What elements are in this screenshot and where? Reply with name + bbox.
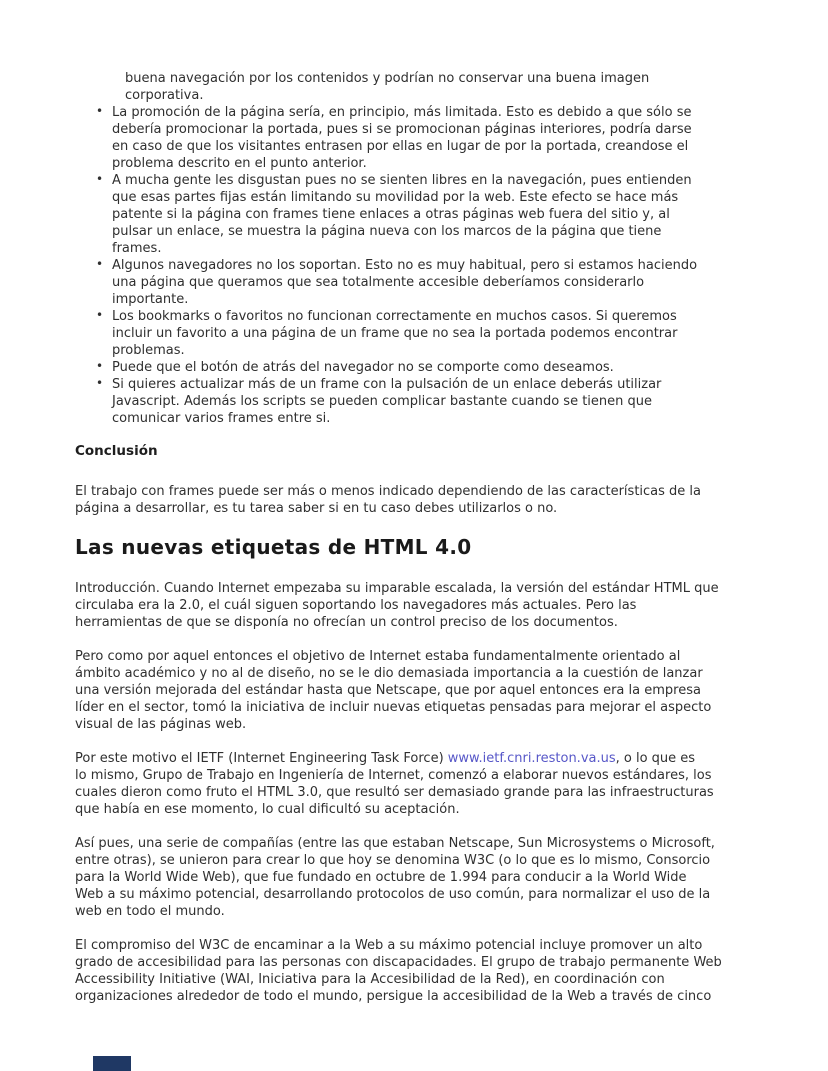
- bullet-item: [75, 257, 775, 308]
- text-line: para la World Wide Web), que fue fundado en octubre de 1.994 para conducir a la World Wide: [75, 870, 687, 885]
- text-line: Puede que el botón de atrás del navegador no se comporte como deseamos.: [112, 360, 614, 375]
- text-line: ámbito académico y no al de diseño, no se le dio demasiada importancia a la cuestión de lanzar: [75, 666, 703, 681]
- bullet-text: [112, 257, 775, 308]
- paragraph-w3c: [75, 835, 775, 920]
- text-line: lo mismo, Grupo de Trabajo en Ingeniería de Internet, comenzó a elaborar nuevos estándares, los: [75, 768, 712, 783]
- bullet-continuation-text: [125, 70, 775, 104]
- bullet-icon: •: [96, 104, 104, 118]
- text-line: Accessibility Initiative (WAI, Iniciativa para la Accesibilidad de la Red), en coordinación con: [75, 972, 665, 987]
- text-line: problema descrito en el punto anterior.: [112, 156, 367, 171]
- page-title: Las nuevas etiquetas de HTML 4.0: [75, 535, 472, 559]
- text-line: Así pues, una serie de compañías (entre las que estaban Netscape, Sun Microsystems o Microsoft,: [75, 836, 715, 851]
- text-line: que esas partes fijas están limitando su movilidad por la web. Este efecto se hace más: [112, 190, 679, 205]
- section-heading-conclusion: Conclusión: [75, 443, 158, 459]
- text-line: una página que queramos que sea totalmente accesible deberíamos considerarlo: [112, 275, 645, 290]
- bullet-icon: •: [96, 172, 104, 186]
- text-line: circulaba era la 2.0, el cuál siguen soportando los navegadores más actuales. Pero las: [75, 598, 637, 613]
- bullet-item: [75, 359, 775, 376]
- bullet-list: [75, 104, 775, 427]
- bullet-item: [75, 376, 775, 427]
- text-line: problemas.: [112, 343, 185, 358]
- text-line: Los bookmarks o favoritos no funcionan correctamente en muchos casos. Si queremos: [112, 309, 677, 324]
- footer-page-marker: [93, 1056, 131, 1071]
- text-line: web en todo el mundo.: [75, 904, 225, 919]
- text-line: en caso de que los visitantes entrasen por ellas en lugar de por la portada, creandose el: [112, 139, 689, 154]
- bullet-text: [112, 376, 775, 427]
- text-line: La promoción de la página sería, en principio, más limitada. Esto es debido a que sólo se: [112, 105, 692, 120]
- content-column: [75, 70, 775, 1022]
- text-line: herramientas de que se disponía no ofrecían un control preciso de los documentos.: [75, 615, 618, 630]
- text-line: [75, 750, 775, 767]
- bullet-icon: •: [96, 308, 104, 322]
- text-line: frames.: [112, 241, 162, 256]
- bullet-icon: •: [96, 257, 104, 271]
- bullet-text: [112, 308, 775, 359]
- text-line: Web a su máximo potencial, desarrollando protocolos de uso común, para normalizar el uso de la: [75, 887, 711, 902]
- paragraph-introduction: [75, 580, 775, 631]
- bullet-icon: •: [96, 376, 104, 390]
- text-line: organizaciones alrededor de todo el mundo, persigue la accesibilidad de la Web a través de cinco: [75, 989, 712, 1004]
- text-line: cuales dieron como fruto el HTML 3.0, que resultó ser demasiado grande para las infraestructuras: [75, 785, 714, 800]
- paragraph-conclusion: [75, 483, 775, 517]
- text-line: Si quieres actualizar más de un frame con la pulsación de un enlace deberás utilizar: [112, 377, 662, 392]
- bullet-item: [75, 172, 775, 257]
- text-line: Algunos navegadores no los soportan. Esto no es muy habitual, pero si estamos haciendo: [112, 258, 698, 273]
- paragraph-ietf-rest: [75, 767, 775, 818]
- ietf-hyperlink[interactable]: www.ietf.cnri.reston.va.us: [447, 751, 616, 766]
- text-line: buena navegación por los contenidos y podrían no conservar una buena imagen: [125, 71, 650, 86]
- text-line: Pero como por aquel entonces el objetivo de Internet estaba fundamentalmente orientado al: [75, 649, 681, 664]
- text-line: corporativa.: [125, 88, 204, 103]
- text-line: que había en ese momento, lo cual dificultó su aceptación.: [75, 802, 460, 817]
- text-line: Javascript. Además los scripts se pueden complicar bastante cuando se tienen que: [112, 394, 653, 409]
- bullet-text: [112, 172, 775, 257]
- bullet-text: [112, 104, 775, 172]
- bullet-text: [112, 359, 775, 376]
- text-line: El compromiso del W3C de encaminar a la Web a su máximo potencial incluye promover un alto: [75, 938, 703, 953]
- paragraph-entonces: [75, 648, 775, 733]
- text-line: importante.: [112, 292, 189, 307]
- text-line: patente si la página con frames tiene enlaces a otras páginas web fuera del sitio y, al: [112, 207, 670, 222]
- paragraph-wai: [75, 937, 775, 1005]
- bullet-icon: •: [96, 359, 104, 373]
- text-line: grado de accesibilidad para las personas con discapacidades. El grupo de trabajo permanente Web: [75, 955, 722, 970]
- text-line: visual de las páginas web.: [75, 717, 247, 732]
- text-line: entre otras), se unieron para crear lo que hoy se denomina W3C (o lo que es lo mismo, Consorcio: [75, 853, 711, 868]
- bullet-item: [75, 104, 775, 172]
- text-after-link: , o lo que es: [615, 751, 696, 766]
- text-line: debería promocionar la portada, pues si se promocionan páginas interiores, podría darse: [112, 122, 692, 137]
- text-line: líder en el sector, tomó la iniciativa de incluir nuevas etiquetas pensadas para mejorar el aspecto: [75, 700, 712, 715]
- text-line: incluir un favorito a una página de un frame que no sea la portada podemos encontrar: [112, 326, 678, 341]
- text-line: una versión mejorada del estándar hasta que Netscape, que por aquel entonces era la empresa: [75, 683, 701, 698]
- text-line: pulsar un enlace, se muestra la página nueva con los marcos de la página que tiene: [112, 224, 662, 239]
- text-line: A mucha gente les disgustan pues no se sienten libres en la navegación, pues entienden: [112, 173, 692, 188]
- text-line: comunicar varios frames entre si.: [112, 411, 331, 426]
- text-line: El trabajo con frames puede ser más o menos indicado dependiendo de las características de la: [75, 484, 702, 499]
- text-line: Introducción. Cuando Internet empezaba su imparable escalada, la versión del estándar HTML que: [75, 581, 719, 596]
- bullet-item: [75, 308, 775, 359]
- text-before-link: Por este motivo el IETF (Internet Engineering Task Force): [75, 751, 448, 766]
- paragraph-ietf: [75, 750, 775, 818]
- text-line: página a desarrollar, es tu tarea saber si en tu caso debes utilizarlos o no.: [75, 501, 558, 516]
